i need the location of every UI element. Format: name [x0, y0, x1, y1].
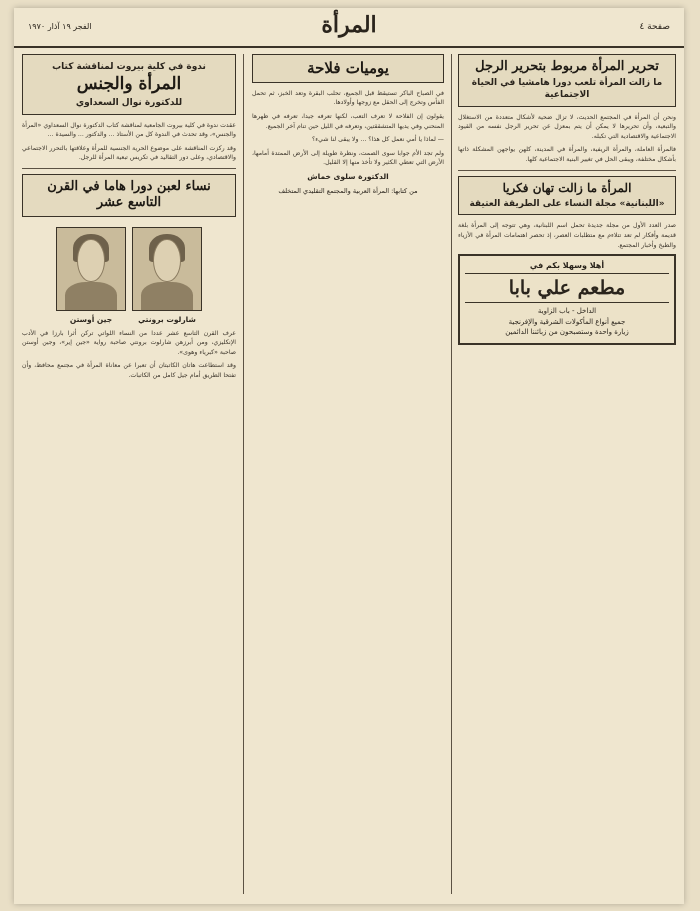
headline-box-2	[458, 176, 676, 216]
headline-box-19th	[22, 174, 236, 217]
paragraph: صدر العدد الأول من مجلة جديدة تحمل اسم اللبنانية، وهي تتوجه إلى المرأة بلغة قديمة وأفكار لم تعد تتلاءم مع متطلبات العصر، إذ تحصر اهتمامات المرأة في الأزياء والطبخ وأخبار المجتمع.	[458, 222, 676, 249]
portrait-2	[56, 223, 126, 329]
headline-19th-century-women: نساء لعبن دورا هاما في القرن التاسع عشر	[47, 179, 211, 211]
restaurant-ad	[458, 254, 676, 345]
paragraph: في الصباح الباكر تستيقظ قبل الجميع، تحلب البقرة وتعد الخبز، ثم تحمل الفأس وتخرج إلى الحقل مع زوجها وأولادها.	[252, 89, 444, 107]
subhead-women-liberation: ما زالت المرأة تلعب دورا هامشيا في الحياة الاجتماعية	[471, 78, 663, 100]
paragraph: وقد ركزت المناقشة على موضوع الحرية الجنسية للمرأة وعلاقتها بالتحرر الاجتماعي والاقتصادي، وعلى دور التقاليد في تكريس تبعية المرأة للرجل.	[22, 144, 236, 162]
masthead	[14, 8, 684, 48]
paragraph: ولم تجد الأم جوابا سوى الصمت، ونظرة طويلة إلى الأرض الممتدة أمامها، الأرض التي تعطي الكثير ولا تأخذ منها إلا القليل.	[252, 149, 444, 167]
portrait-jane-austen	[56, 227, 126, 311]
ad-slogan: زيارة واحدة وستصبحون من زبائننا الدائمين	[505, 328, 629, 337]
paragraph: وقد استطاعت هاتان الكاتبتان أن تعبرا عن معاناة المرأة في مجتمع محافظ، وأن تفتحا الطريق أمام جيل كامل من الكاتبات.	[22, 362, 236, 379]
divider	[458, 170, 676, 171]
headline-box-1	[458, 54, 676, 107]
column-rule	[243, 54, 244, 894]
headline-peasant-diary: يوميات فلاحة	[307, 59, 389, 77]
author-signature: الدكتورة سلوى خماش	[307, 172, 389, 182]
newspaper-page	[14, 8, 684, 904]
headline-symposium: ندوة في كلية بيروت لمناقشة كتاب	[52, 62, 206, 72]
ad-restaurant-name: مطعم علي بابا	[465, 273, 669, 303]
paragraph: يقولون إن الفلاحة لا تعرف التعب، لكنها تعرفه جيدا، تعرفه في ظهرها المنحني وفي يديها المتشققتين، وتعرفه في الليل حين تنام آخر الجميع.	[252, 112, 444, 130]
newspaper-logo: المرأة	[321, 12, 377, 38]
right-column	[458, 54, 676, 894]
paragraph: — لماذا يا أمي نعمل كل هذا؟ ... ولا يبقى لنا شيء؟	[311, 136, 444, 144]
paragraph: عقدت ندوة في كلية بيروت الجامعية لمناقشة كتاب الدكتورة نوال السعداوي «المرأة والجنس»، وقد تحدث في الندوة كل من الأستاذ ... والدكتور ... والسيدة ...	[22, 121, 236, 139]
article-body-diary	[252, 89, 444, 168]
ad-cuisine: جميع أنواع المأكولات الشرقية والإفرنجية	[508, 317, 626, 326]
portrait-1	[132, 223, 202, 329]
article-body-2	[458, 221, 676, 250]
middle-column	[252, 54, 444, 894]
page-number: صفحة ٤	[639, 22, 670, 32]
caption-jane-austen: جين أوستن	[69, 314, 113, 324]
headline-box-symposium	[22, 54, 236, 115]
article-body-1	[458, 113, 676, 165]
issue-date: الفجر ١٩ آذار ١٩٧٠	[28, 22, 92, 31]
column-rule	[451, 54, 452, 894]
subhead-author: للدكتورة نوال السعداوي	[75, 97, 183, 108]
portraits-row	[22, 223, 236, 329]
portrait-charlotte-bronte	[132, 227, 202, 311]
caption-charlotte-bronte: شارلوت برونتي	[138, 314, 196, 324]
article-body-symposium	[22, 121, 236, 163]
divider	[22, 168, 236, 169]
left-column	[22, 54, 236, 894]
paragraph: عرف القرن التاسع عشر عددا من النساء اللواتي تركن أثرا بارزا في الأدب الإنكليزي، ومن أبرزهن شارلوت برونتي صاحبة رواية «جين إير»، وجين أوستن صاحبة «كبرياء وهوى».	[22, 329, 236, 356]
subhead-lebanese-magazine: «اللبنانية» مجلة النساء على الطريقة العتيقة	[469, 198, 665, 209]
article-body-19th	[22, 329, 236, 381]
author-source: من كتابها: المرأة العربية والمجتمع التقليدي المتخلف	[278, 186, 418, 195]
ad-address: الداخل - باب الزاوية	[537, 307, 597, 316]
paragraph: فالمرأة العاملة، والمرأة الريفية، والمرأة في المدينة، كلهن يواجهن المشكلة ذاتها بأشكال مختلفة، ويبقى الحل في تغيير البنية الاجتماعية كلها.	[458, 146, 676, 164]
headline-women-insulted: المرأة ما زالت تهان فكريا	[502, 180, 632, 195]
paragraph: ونحن أن المرأة في المجتمع الحديث، لا تزال ضحية لأشكال متعددة من الاستغلال والتبعية، وأن تحريرها لا يمكن أن يتم بمعزل عن تحرير الرجل نفسه من القيود الاجتماعية والاقتصادية التي تكبله.	[458, 113, 676, 140]
headline-women-sex: المرأة والجنس	[76, 73, 182, 94]
ad-welcome: أهلا وسهلا بكم في	[529, 261, 605, 271]
headline-women-liberation: تحرير المرأة مربوط بتحرير الرجل	[475, 59, 659, 74]
headline-box-diary	[252, 54, 444, 83]
